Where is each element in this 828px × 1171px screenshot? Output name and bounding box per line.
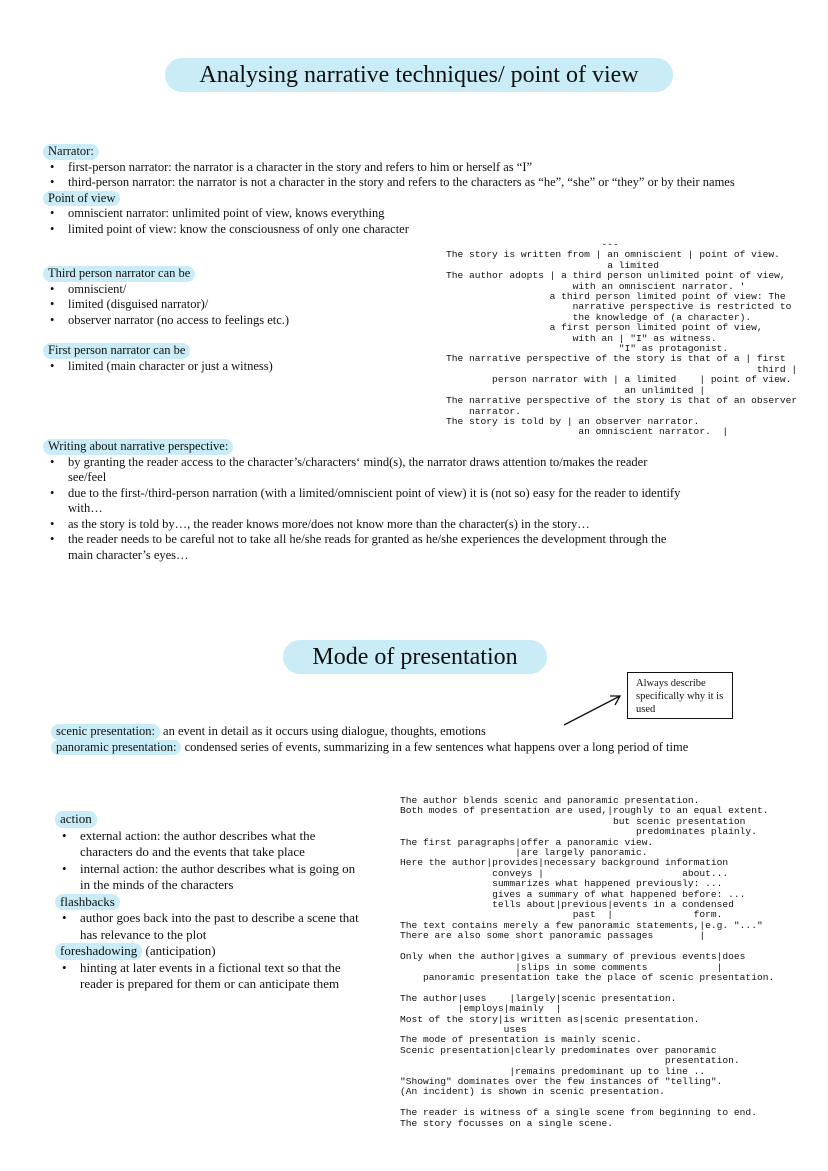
list-item: • as the story is told by…, the reader knows more/does not know more than the character(s) in the story… [48,517,688,533]
phrase-box-presentation: The author blends scenic and panoramic presentation. Both modes of presentation are used,|roughly to an equal extent. but scenic presentation predominates plainly. The first paragraphs|offer a panoramic view. |are largely panoramic. Here the author|provides|necessary background information conveys | about... summarizes what happened previously: ... gives a summary of what happened before: ... tells about|previous|events in a condensed past | form. The text contains merely a few panoramic statements,|e.g. "..." There are also some short panoramic passages | Only when the author|gives a summary of previous events|does |slips in some comments | panoramic presentation take the place of scenic presentation. The author|uses |largely|scenic presentation. |employs|mainly | Most of the story|is written as|scenic presentation. uses The mode of presentation is mainly scenic. Scenic presentation|clearly predominates over panoramic presentation. |remains predominant up to line .. "Showing" dominates over the few instances of "telling". (An incident) is shown in scenic presentation. The reader is witness of a single scene from beginning to end. The story focusses on a single scene. [400,795,775,1129]
list-item: • external action: the author describes what the characters do and the events that take place [60,828,360,861]
list-item: • author goes back into the past to describe a scene that has relevance to the plot [60,910,360,943]
list-item: • third-person narrator: the narrator is not a character in the story and refers to the characters as “he”, “she” or “they” or by their names [48,175,808,191]
list-item: • observer narrator (no access to feelings etc.) [48,313,428,329]
scenic-term: scenic presentation: [51,724,160,740]
writing-heading: Writing about narrative perspective: [43,439,233,455]
panoramic-definition: condensed series of events, summarizing in a few sentences what happens over a long period of time [181,739,689,754]
panoramic-term: panoramic presentation: [51,740,181,756]
scenic-definition: an event in detail as it occurs using dialogue, thoughts, emotions [159,724,486,738]
section-title-narrative: Analysing narrative techniques/ point of view [165,58,673,92]
list-item: • by granting the reader access to the character’s/characters‘ mind(s), the narrator draws attention to/makes the reader see/feel [48,455,688,486]
narrator-block [48,144,808,237]
list-item: • limited point of view: know the consciousness of only one character [48,222,808,238]
list-item: • the reader needs to be careful not to take all he/she reads for granted as he/she experiences the development through the main character’s eyes… [48,532,688,563]
section-title-mode: Mode of presentation [283,640,547,674]
list-item: • internal action: the author describes what is going on in the minds of the characters [60,861,360,894]
list-item: • omniscient narrator: unlimited point of view, knows everything [48,206,808,222]
writing-block [48,439,688,563]
foreshadowing-suffix: (anticipation) [142,943,216,958]
list-item: • omniscient/ [48,282,428,298]
third-person-heading: Third person narrator can be [43,266,195,282]
phrase-box-perspective: --- The story is written from | an omniscient | point of view. a limited The author adopts | a third person unlimited point of view, with an omniscient narrator. ' a third person limited point of view: The narrative perspective is restricted to the knowledge of (a character). a first person limited point of view, with an | "I" as witness. "I" as protagonist. The narrative perspective of the story is that of a | first third | person narrator with | a limited | point of view. an unlimited | The narrative perspective of the story is that of an observer narrator. The story is told by | an observer narrator. an omniscient narrator. | [446,239,798,438]
note-box: Always describe specifically why it is used [627,672,733,719]
first-person-block [48,343,428,374]
narrator-heading: Narrator: [43,144,99,160]
list-item: • due to the first-/third-person narration (with a limited/omniscient point of view) it is (not so) easy for the reader to identify with… [48,486,688,517]
list-item: • hinting at later events in a fictional text so that the reader is prepared for them or can anticipate them [60,960,360,993]
first-person-heading: First person narrator can be [43,343,190,359]
techniques-block [60,811,360,993]
third-person-block [48,266,428,328]
list-item: • limited (main character or just a witness) [48,359,428,375]
flashbacks-heading: flashbacks [55,894,120,911]
list-item: • limited (disguised narrator)/ [48,297,428,313]
presentation-definitions [56,724,816,755]
list-item: • first-person narrator: the narrator is a character in the story and refers to him or herself as “I” [48,160,808,176]
foreshadowing-heading: foreshadowing [55,943,142,960]
point-of-view-heading: Point of view [43,191,120,207]
action-heading: action [55,811,97,828]
